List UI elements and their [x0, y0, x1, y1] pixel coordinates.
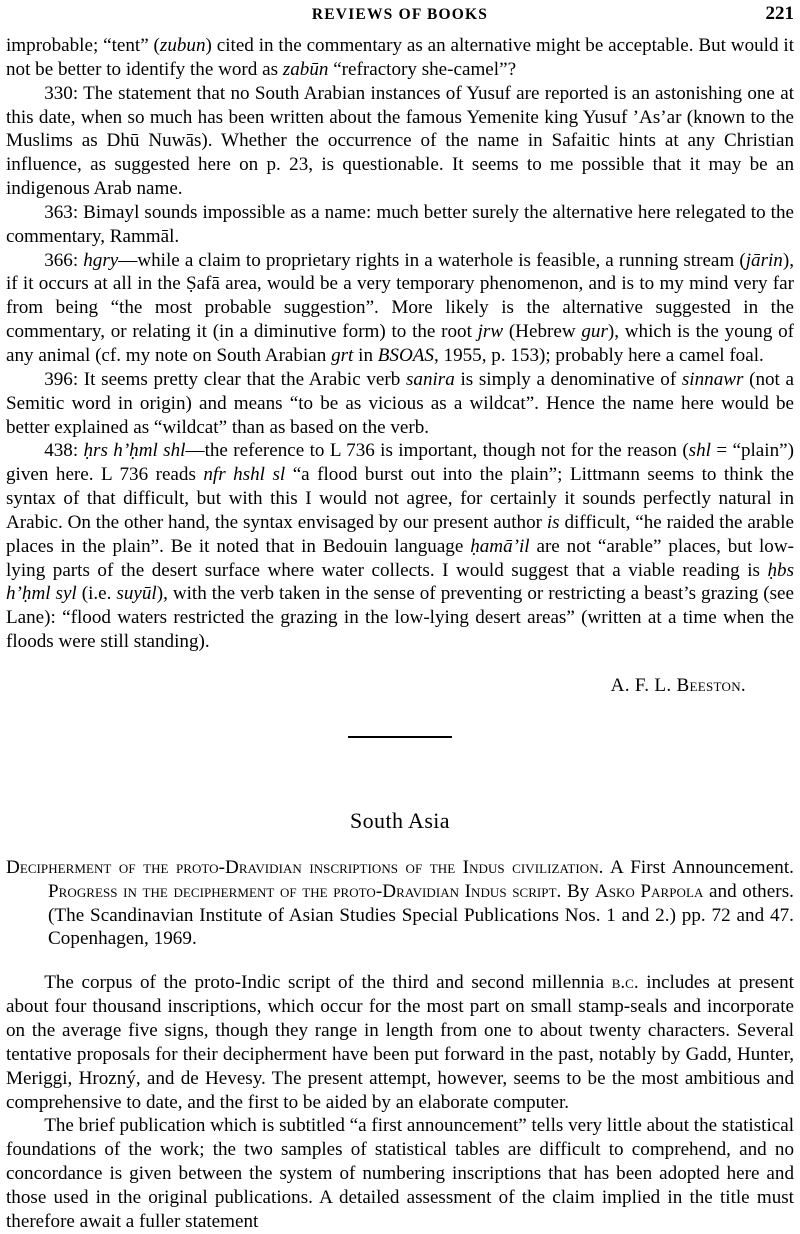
italic-run: jārin: [745, 249, 783, 271]
text-run: “refractory she-camel”?: [328, 58, 517, 80]
italic-run: nfr hshl sl: [203, 464, 286, 486]
text-run: ) cited in the commentary as an alternative might be acceptable. But would it not be better to identify the word as: [6, 35, 794, 80]
italic-run: zabūn: [282, 58, 329, 80]
text-run: —while a claim to proprietary rights in a waterhole is feasible, a running stream (: [118, 249, 746, 271]
text-run: —the reference to L 736 is important, though not for the reason (: [185, 440, 689, 462]
smallcaps-run: Progress in the decipherment of the proto-Dravidian Indus script.: [48, 880, 562, 902]
italic-run: hgry: [83, 249, 119, 271]
text-run: in: [353, 344, 378, 366]
para-366: [6, 249, 794, 368]
south-asia-review-body: [6, 971, 794, 1233]
text-run: = “plain”) given here. L 736 reads: [6, 440, 794, 486]
text-run: ), if it occurs at all in the Ṣafā area, would be a very temporary phenomenon, and is to my mind very far from being “the most probable suggestion”. More likely is the alternative suggested in the commentary, or relating it (in a diminutive form) to the root: [6, 249, 794, 343]
italic-run: jrw: [477, 321, 504, 343]
para-brief-publication: [6, 1114, 794, 1233]
south-asia-paragraphs: [6, 971, 794, 1233]
text-run: “a flood burst out into the plain”; Littmann seems to think the syntax of that difficult, but with this I would not agree, for certainly it sounds perfectly natural in Arabic. On the other hand, the syntax envisaged by our present author: [6, 464, 794, 533]
para-zubun: [6, 34, 794, 82]
para-438: [6, 439, 794, 654]
text-run: 330: The statement that no South Arabian instances of Yusuf are reported is an astonishing one at this date, when so much has been written about the famous Yemenite king Yusuf ’As’ar (known to the Muslims as Dhū Nuwās). Whether the occurrence of the name in Safaitic hints at any Christian influence, as suggested here on p. 23, is questionable. It seems to me possible that it may be an indigenous Arab name.: [6, 82, 794, 200]
beeston-paragraphs: [6, 34, 794, 654]
running-head: [6, 0, 794, 34]
text-run: are not “arable” places, but low-lying parts of the desert surface where water collects. I would suggest that a viable reading is: [6, 535, 794, 581]
text-run: The corpus of the proto-Indic script of the third and second millennia: [44, 972, 612, 994]
italic-run: BSOAS: [377, 344, 434, 366]
section-heading: South Asia: [350, 807, 450, 833]
text-run: (Hebrew: [503, 321, 582, 343]
italic-run: zubun: [159, 35, 206, 56]
para-corpus: [6, 971, 794, 1114]
text-run: improbable; “tent” (: [6, 35, 160, 56]
book-citation: [6, 856, 794, 951]
horizontal-rule-icon: [348, 736, 452, 738]
italic-run: sanira: [405, 368, 455, 390]
text-run: 438:: [44, 440, 84, 462]
text-run: A First Announcement.: [603, 856, 794, 878]
text-run: difficult, “he raided the arable places in the plain”. Be it noted that in Bedouin language: [6, 511, 794, 557]
text-run: , 1955, p. 153); probably here a camel foal.: [433, 344, 764, 366]
text-run: and others. (The Scandinavian Institute of Asian Studies Special Publications Nos. 1 and 2.) pp. 72 and 47. Copenhagen, 1969.: [48, 880, 795, 950]
section-divider: [6, 728, 794, 746]
text-run: (i.e.: [76, 583, 117, 605]
italic-run: ḥbs h’ḥml syl: [6, 559, 794, 605]
review-beeston-body: [6, 34, 794, 654]
para-363: [6, 201, 794, 249]
italic-run: gur: [581, 321, 608, 343]
italic-run: ḥamā’il: [470, 535, 530, 557]
page-number: 221: [765, 3, 794, 24]
text-run: The brief publication which is subtitled “a first announcement” tells very little about the statistical foundations of the work; the two samples of statistical tables are difficult to comprehend, and no concordance is given between the system of numbering inscriptions that has been adopted here and those used in the original publications. A detailed assessment of the claim implied in the title must therefore await a fuller statement: [6, 1115, 794, 1232]
text-run: ), with the verb taken in the sense of preventing or restricting a beast’s grazing (see Lane): “flood waters restricted the grazing in the low-lying desert areas” (written at a time when the floods were still standing).: [6, 583, 795, 653]
review-signature: A. F. L. Beeston.: [610, 674, 746, 696]
para-330: [6, 82, 794, 201]
text-run: is simply a denominative of: [454, 368, 682, 390]
text-run: 366:: [44, 249, 84, 271]
text-run: By: [561, 880, 595, 902]
text-run: includes at present about four thousand inscriptions, which occur for the most part on small stamp-seals and incorporate on the average five signs, though they range in length from one to about twenty characters. Several tentative proposals for their decipherment have been put forward in the past, notably by Gadd, Hunter, Meriggi, Hrozný, and de Hevesy. The present attempt, however, seems to be the most ambitious and comprehensive to date, and the first to be aided by an elaborate computer.: [6, 972, 794, 1113]
smallcaps-run: Decipherment of the proto-Dravidian inscriptions of the Indus civilization.: [6, 856, 604, 878]
text-run: 396: It seems pretty clear that the Arabic verb: [44, 368, 406, 390]
smallcaps-run: b.c.: [611, 972, 639, 994]
smallcaps-run: Asko Parpola: [594, 880, 704, 902]
para-396: [6, 368, 794, 440]
italic-run: ḥrs h’ḥml shl: [83, 440, 186, 462]
running-head-title: REVIEWS OF BOOKS: [311, 6, 489, 23]
text-run: 363: Bimayl sounds impossible as a name: much better surely the alternative here relegated to the commentary, Rammāl.: [6, 201, 794, 247]
text-run: ), which is the young of any animal (cf. my note on South Arabian: [6, 321, 794, 366]
italic-run: sinnawr: [681, 368, 744, 390]
italic-run: suyūl: [116, 583, 157, 605]
italic-run: is: [546, 511, 560, 533]
italic-run: shl: [688, 440, 711, 462]
text-run: (not a Semitic word in origin) and means “to be as vicious as a wildcat”. Hence the name here would be better explained as “wildcat” than as based on the verb.: [6, 368, 795, 438]
italic-run: grt: [331, 344, 354, 366]
